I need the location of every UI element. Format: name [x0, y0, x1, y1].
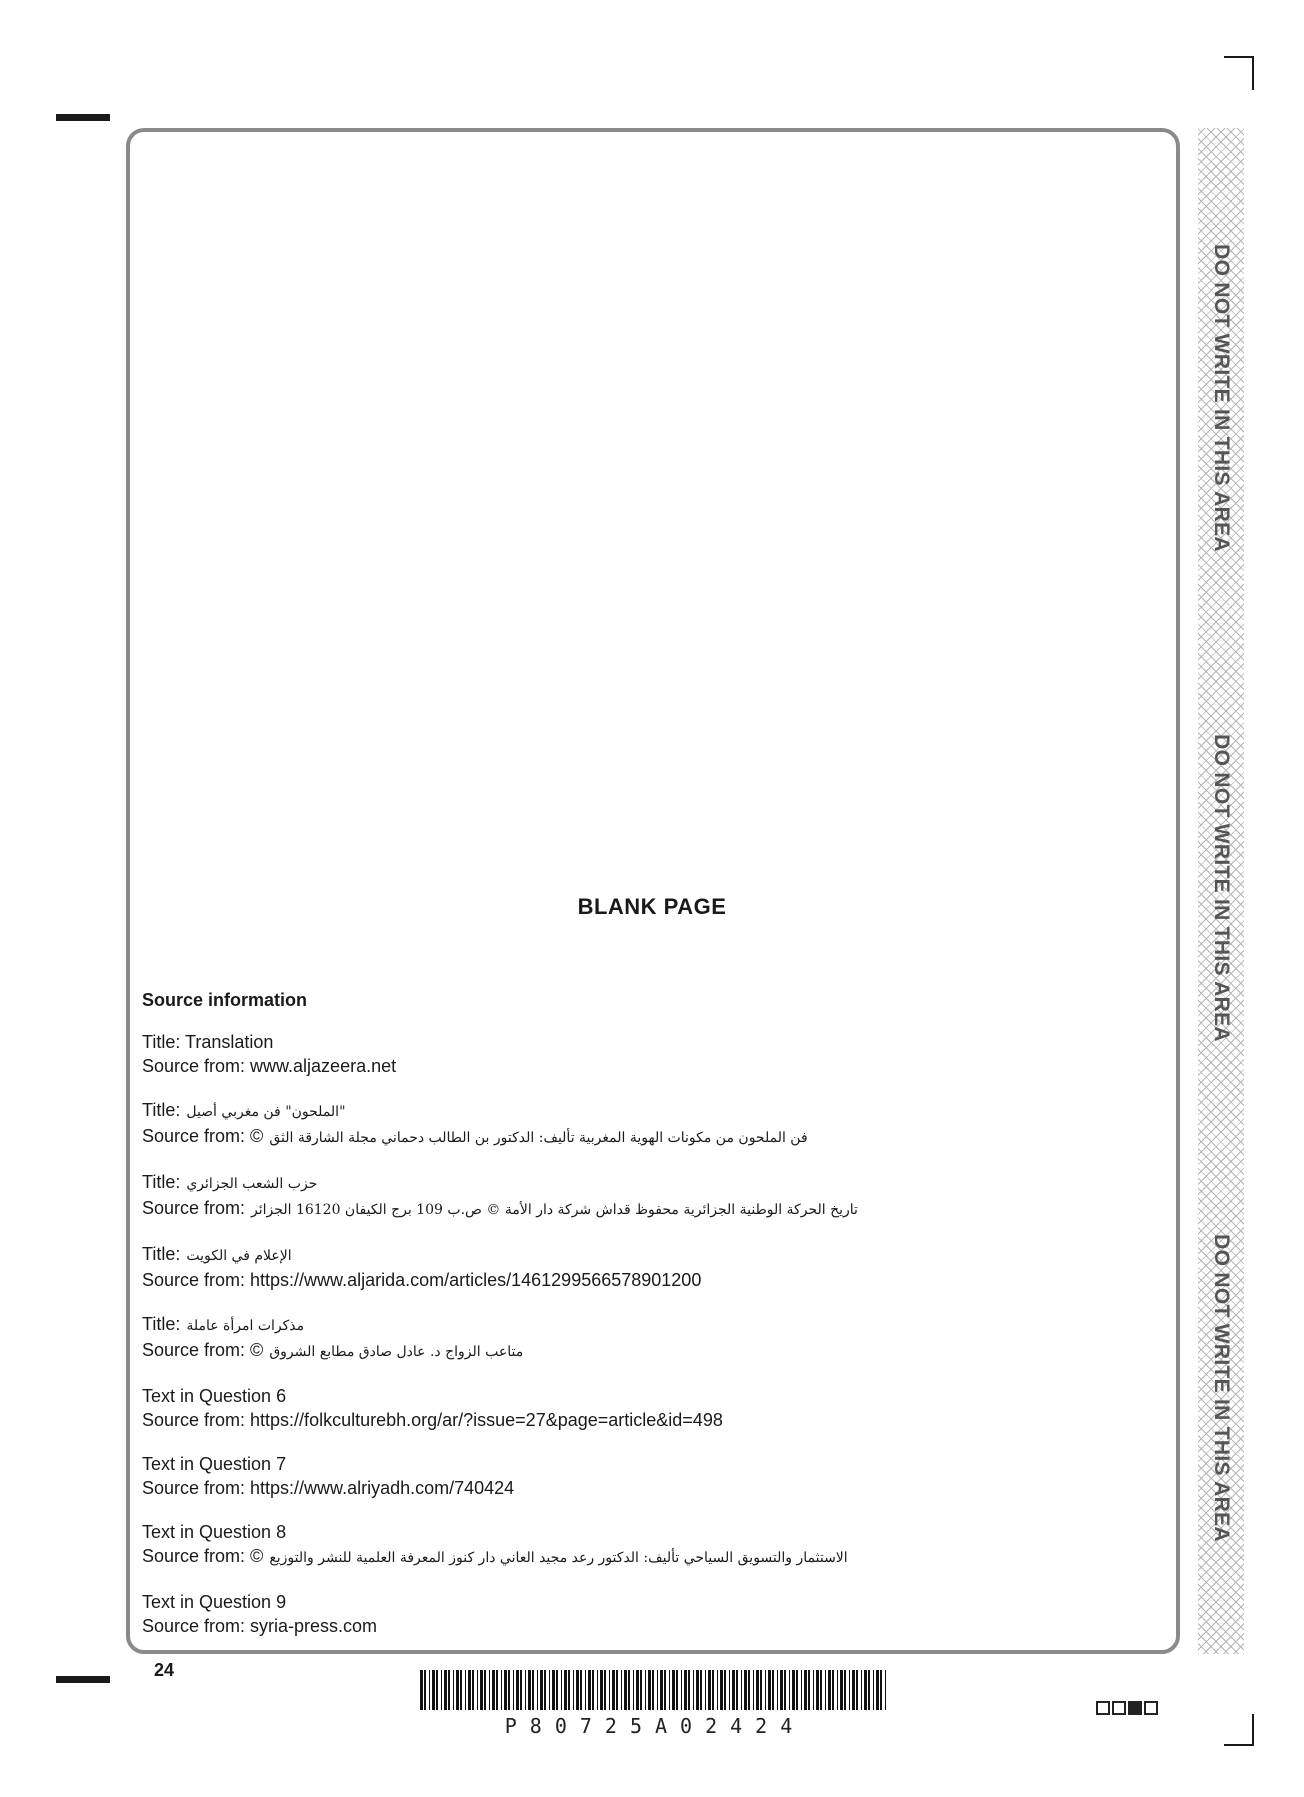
- barcode-bar: [681, 1670, 682, 1710]
- barcode-bar: [792, 1670, 795, 1710]
- barcode-bar: [696, 1670, 699, 1710]
- barcode-bar: [744, 1670, 747, 1710]
- barcode-bar: [784, 1670, 786, 1710]
- source-information: [142, 988, 1142, 1658]
- barcode-bar: [612, 1670, 615, 1710]
- barcode-bar: [768, 1670, 771, 1710]
- barcode-bar: [516, 1670, 519, 1710]
- crop-mark-top-right-h: [1224, 56, 1254, 58]
- barcode-bar: [537, 1670, 538, 1710]
- barcode-bar: [880, 1670, 882, 1710]
- source-title-arabic: حزب الشعب الجزائري: [186, 1176, 318, 1192]
- square-empty: [1112, 1701, 1126, 1715]
- source-title-arabic: الإعلام في الكويت: [186, 1248, 292, 1264]
- barcode-bar: [772, 1670, 774, 1710]
- crop-mark-bottom-right-v: [1252, 1714, 1254, 1746]
- source-from-arabic: تاريخ الحركة الوطنية الجزائرية محفوظ قداش شركة دار الأمة © ص.ب 109 برج الكيفان 16120 الجزائر: [251, 1202, 858, 1218]
- barcode-bar: [756, 1670, 759, 1710]
- barcode-bar: [489, 1670, 490, 1710]
- barcode-bar: [564, 1670, 567, 1710]
- barcode-bar: [885, 1670, 886, 1710]
- barcode-bar: [477, 1670, 478, 1710]
- source-entry: [142, 1170, 1142, 1222]
- square-empty: [1096, 1701, 1110, 1715]
- source-from-label: Source from: ©: [142, 1340, 264, 1360]
- barcode-bar: [472, 1670, 474, 1710]
- source-title-label: Title:: [142, 1172, 181, 1192]
- barcode-bar: [849, 1670, 850, 1710]
- barcode-bar: [729, 1670, 730, 1710]
- page-number: 24: [154, 1660, 175, 1680]
- barcode-bar: [468, 1670, 471, 1710]
- source-title-arabic: "الملحون" فن مغربي أصيل: [186, 1104, 346, 1120]
- barcode-bar: [828, 1670, 831, 1710]
- barcode-bar: [628, 1670, 630, 1710]
- barcode-bar: [592, 1670, 594, 1710]
- barcode-bar: [664, 1670, 666, 1710]
- barcode-bar: [448, 1670, 450, 1710]
- barcode-bar: [528, 1670, 531, 1710]
- barcode-bar: [777, 1670, 778, 1710]
- barcode-bar: [588, 1670, 591, 1710]
- barcode-bar: [840, 1670, 843, 1710]
- barcode-bar: [480, 1670, 483, 1710]
- barcode-bar: [640, 1670, 642, 1710]
- barcode-bar: [753, 1670, 754, 1710]
- source-title-label: Text in Question 6: [142, 1386, 287, 1406]
- barcode-bar: [633, 1670, 634, 1710]
- barcode-bar: [556, 1670, 558, 1710]
- barcode-bar: [552, 1670, 555, 1710]
- barcode-bar: [760, 1670, 762, 1710]
- barcode-bar: [864, 1670, 867, 1710]
- barcode-bar: [504, 1670, 507, 1710]
- crop-mark-top-left: [56, 114, 110, 121]
- barcode-bar: [609, 1670, 610, 1710]
- barcode-bar: [741, 1670, 742, 1710]
- barcode-bar: [796, 1670, 798, 1710]
- source-title-label: Title:: [142, 1244, 181, 1264]
- crop-mark-bottom-left: [56, 1676, 110, 1683]
- barcode-bar: [432, 1670, 435, 1710]
- barcode-bar: [832, 1670, 834, 1710]
- progress-squares: [1096, 1701, 1158, 1715]
- source-entry: [142, 1098, 1142, 1150]
- barcode-bar: [693, 1670, 694, 1710]
- source-from-label: Source from: https://folkculturebh.org/ar/?issue=27&page=article&id=498: [142, 1410, 723, 1430]
- barcode-bar: [861, 1670, 862, 1710]
- barcode-bar: [636, 1670, 639, 1710]
- source-title-label: Title:: [142, 1314, 181, 1334]
- barcode-bar: [544, 1670, 546, 1710]
- source-entry: [142, 1590, 1142, 1638]
- source-list: [142, 1030, 1142, 1638]
- barcode-bar: [513, 1670, 514, 1710]
- barcode-bar: [532, 1670, 534, 1710]
- barcode-bar: [672, 1670, 675, 1710]
- barcode-bar: [657, 1670, 658, 1710]
- barcode-bar: [624, 1670, 627, 1710]
- barcode-bar: [600, 1670, 603, 1710]
- barcode-bar: [460, 1670, 462, 1710]
- barcode-bar: [465, 1670, 466, 1710]
- barcode-bar: [520, 1670, 522, 1710]
- crop-mark-top-right-v: [1252, 56, 1254, 90]
- barcode-bar: [585, 1670, 586, 1710]
- barcode-bar: [573, 1670, 574, 1710]
- barcode-bar: [837, 1670, 838, 1710]
- barcode-bar: [717, 1670, 718, 1710]
- source-from-arabic: متاعب الزواج د. عادل صادق مطابع الشروق: [269, 1344, 524, 1360]
- source-from-arabic: الاستثمار والتسويق السياحي تأليف: الدكتور رعد مجيد العاني دار كنوز المعرفة العلمية للنشر والتوزيع: [269, 1550, 848, 1566]
- source-from-label: Source from: ©: [142, 1126, 264, 1146]
- barcode-text: P80725A02424: [504, 1714, 806, 1738]
- barcode-bar: [660, 1670, 663, 1710]
- source-entry: [142, 1520, 1142, 1570]
- barcode-bar: [496, 1670, 498, 1710]
- barcode-bar: [508, 1670, 510, 1710]
- barcode-bar: [813, 1670, 814, 1710]
- barcode-bar: [484, 1670, 486, 1710]
- barcode-bar: [453, 1670, 454, 1710]
- barcode-bar: [789, 1670, 790, 1710]
- barcode-bar: [844, 1670, 846, 1710]
- barcode-bar: [820, 1670, 822, 1710]
- source-title-arabic: مذكرات امرأة عاملة: [186, 1318, 305, 1334]
- source-title-label: Text in Question 9: [142, 1592, 287, 1612]
- barcode-bar: [708, 1670, 711, 1710]
- barcode-bar: [684, 1670, 687, 1710]
- barcode-bar: [616, 1670, 618, 1710]
- source-from-arabic: فن الملحون من مكونات الهوية المغربية تأليف: الدكتور بن الطالب دحماني مجلة الشارقة الثق: [269, 1130, 808, 1146]
- barcode-bar: [676, 1670, 678, 1710]
- barcode-bar: [645, 1670, 646, 1710]
- barcode-bar: [501, 1670, 502, 1710]
- barcode-bar: [732, 1670, 735, 1710]
- barcode-bar: [597, 1670, 598, 1710]
- barcode-bar: [420, 1670, 423, 1710]
- barcode-bar: [648, 1670, 651, 1710]
- barcode-bar: [669, 1670, 670, 1710]
- barcode-bar: [856, 1670, 858, 1710]
- barcode-bar: [604, 1670, 606, 1710]
- barcode-bar: [444, 1670, 447, 1710]
- blank-page-title: BLANK PAGE: [577, 894, 727, 919]
- barcode-bar: [720, 1670, 723, 1710]
- barcode-bar: [568, 1670, 570, 1710]
- barcode-bar: [492, 1670, 495, 1710]
- barcode-bar: [808, 1670, 810, 1710]
- source-heading: Source information: [142, 990, 308, 1010]
- barcode-bar: [705, 1670, 706, 1710]
- barcode-bar: [456, 1670, 459, 1710]
- source-title-label: Text in Question 7: [142, 1454, 287, 1474]
- barcode-bar: [576, 1670, 579, 1710]
- barcode-bar: [436, 1670, 438, 1710]
- barcode-bar: [429, 1670, 430, 1710]
- barcode-bar: [868, 1670, 870, 1710]
- source-entry: [142, 1384, 1142, 1432]
- source-entry: [142, 1452, 1142, 1500]
- barcode-bar: [652, 1670, 654, 1710]
- barcode-bar: [540, 1670, 543, 1710]
- source-entry: [142, 1312, 1142, 1364]
- source-from-label: Source from: https://www.aljarida.com/articles/1461299566578901200: [142, 1270, 702, 1290]
- barcode-bar: [724, 1670, 726, 1710]
- source-entry: [142, 1030, 1142, 1078]
- barcode-bar: [580, 1670, 582, 1710]
- crop-mark-bottom-right-h: [1224, 1744, 1254, 1746]
- source-from-label: Source from: https://www.alriyadh.com/740424: [142, 1478, 515, 1498]
- barcode-bar: [748, 1670, 750, 1710]
- barcode-bar: [712, 1670, 714, 1710]
- barcode-bar: [525, 1670, 526, 1710]
- barcode-bar: [825, 1670, 826, 1710]
- barcode-bar: [441, 1670, 442, 1710]
- barcode-bar: [873, 1670, 874, 1710]
- barcode-bar: [876, 1670, 879, 1710]
- barcode-bar: [700, 1670, 702, 1710]
- source-from-label: Source from: ©: [142, 1546, 264, 1566]
- source-title-label: Title:: [142, 1100, 181, 1120]
- square-filled: [1128, 1701, 1142, 1715]
- barcode-bar: [765, 1670, 766, 1710]
- source-from-label: Source from: www.aljazeera.net: [142, 1056, 397, 1076]
- source-title-label: Text in Question 8: [142, 1522, 287, 1542]
- barcode-bar: [780, 1670, 783, 1710]
- source-entry: [142, 1242, 1142, 1292]
- barcode-bar: [736, 1670, 738, 1710]
- barcode-bar: [561, 1670, 562, 1710]
- barcode: [420, 1670, 890, 1710]
- barcode-bar: [424, 1670, 426, 1710]
- barcode-bar: [801, 1670, 802, 1710]
- barcode-bar: [549, 1670, 550, 1710]
- barcode-bar: [816, 1670, 819, 1710]
- barcode-bar: [688, 1670, 690, 1710]
- source-from-label: Source from: syria-press.com: [142, 1616, 378, 1636]
- square-empty: [1144, 1701, 1158, 1715]
- barcode-bar: [621, 1670, 622, 1710]
- source-from-label: Source from:: [142, 1198, 246, 1218]
- source-title-label: Title: Translation: [142, 1032, 274, 1052]
- barcode-bar: [852, 1670, 855, 1710]
- barcode-bar: [804, 1670, 807, 1710]
